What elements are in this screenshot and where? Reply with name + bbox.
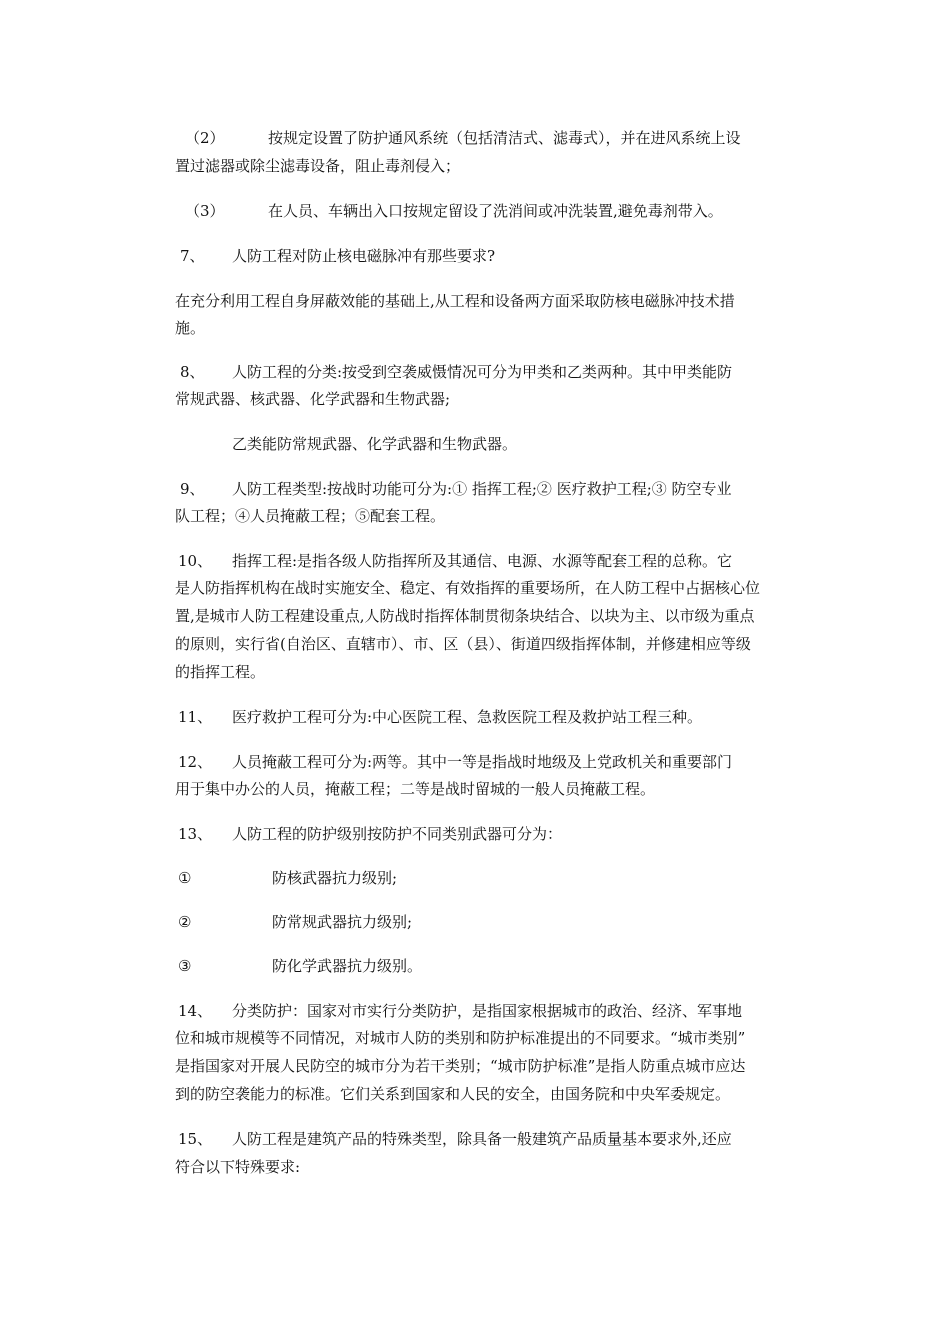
item-number: ③ bbox=[178, 957, 192, 975]
item-number: 9、 bbox=[180, 480, 205, 498]
paragraph-line: 人员掩蔽工程可分为:两等。其中一等是指战时地级及上党政机关和重要部门 bbox=[232, 753, 733, 771]
paragraph-line: 的原则，实行省(自治区、直辖市）、市、区（县）、街道四级指挥体制，并修建相应等级 bbox=[175, 635, 751, 653]
item-number: 15、 bbox=[178, 1130, 213, 1148]
item-number: 11、 bbox=[178, 708, 213, 726]
paragraph-line: 人防工程的防护级别按防护不同类别武器可分为： bbox=[232, 825, 563, 843]
item-number: 14、 bbox=[178, 1002, 213, 1020]
list-item: 防化学武器抗力级别。 bbox=[272, 957, 423, 975]
paragraph-line: 按规定设置了防护通风系统（包括清洁式、滤毒式），并在进风系统上设 bbox=[268, 129, 741, 147]
item-number: （2） bbox=[185, 129, 225, 147]
paragraph-line: 人防工程类型:按战时功能可分为:① 指挥工程;② 医疗救护工程;③ 防空专业 bbox=[232, 480, 732, 498]
paragraph-line: 人防工程的分类:按受到空袭威慑情况可分为甲类和乙类两种。其中甲类能防 bbox=[232, 363, 733, 381]
item-number: 8、 bbox=[180, 363, 205, 381]
paragraph-line: 队工程；④人员掩蔽工程；⑤配套工程。 bbox=[175, 507, 446, 525]
list-item: 防核武器抗力级别; bbox=[272, 869, 398, 887]
list-item: 防常规武器抗力级别; bbox=[272, 913, 413, 931]
paragraph-line: 常规武器、核武器、化学武器和生物武器; bbox=[175, 390, 451, 408]
paragraph-line: 乙类能防常规武器、化学武器和生物武器。 bbox=[232, 435, 518, 453]
paragraph-line: 在充分利用工程自身屏蔽效能的基础上,从工程和设备两方面采取防核电磁脉冲技术措 bbox=[175, 292, 735, 310]
item-number: ① bbox=[178, 869, 192, 887]
paragraph-line: 施。 bbox=[175, 319, 206, 337]
paragraph-line: 符合以下特殊要求: bbox=[175, 1158, 301, 1176]
paragraph-line: 指挥工程:是指各级人防指挥所及其通信、电源、水源等配套工程的总称。它 bbox=[232, 552, 733, 570]
paragraph-line: 到的防空袭能力的标准。它们关系到国家和人民的安全，由国务院和中央军委规定。 bbox=[175, 1085, 731, 1103]
paragraph-line: 位和城市规模等不同情况，对城市人防的类别和防护标准提出的不同要求。“城市类别” bbox=[175, 1029, 746, 1047]
paragraph-line: 人防工程是建筑产品的特殊类型，除具备一般建筑产品质量基本要求外,还应 bbox=[232, 1130, 732, 1148]
paragraph-line: 用于集中办公的人员，掩蔽工程；二等是战时留城的一般人员掩蔽工程。 bbox=[175, 780, 656, 798]
paragraph-line: 置过滤器或除尘滤毒设备，阻止毒剂侵入； bbox=[175, 157, 461, 175]
paragraph-line: 置,是城市人防工程建设重点,人防战时指挥体制贯彻条块结合、以块为主、以市级为重点 bbox=[175, 607, 755, 625]
paragraph-line: 医疗救护工程可分为:中心医院工程、急救医院工程及救护站工程三种。 bbox=[232, 708, 703, 726]
item-number: ② bbox=[178, 913, 192, 931]
heading-question: 人防工程对防止核电磁脉冲有那些要求? bbox=[232, 247, 496, 265]
item-number: 7、 bbox=[180, 247, 205, 265]
paragraph-line: 的指挥工程。 bbox=[175, 663, 266, 681]
item-number: 10、 bbox=[178, 552, 213, 570]
item-number: 12、 bbox=[178, 753, 213, 771]
paragraph-line: 是人防指挥机构在战时实施安全、稳定、有效指挥的重要场所，在人防工程中占据核心位 bbox=[175, 579, 761, 597]
item-number: （3） bbox=[185, 202, 225, 220]
paragraph-line: 在人员、车辆出入口按规定留设了洗消间或冲洗装置,避免毒剂带入。 bbox=[268, 202, 723, 220]
paragraph-line: 是指国家对开展人民防空的城市分为若干类别；“城市防护标准”是指人防重点城市应达 bbox=[175, 1057, 746, 1075]
paragraph-line: 分类防护：国家对市实行分类防护，是指国家根据城市的政治、经济、军事地 bbox=[232, 1002, 743, 1020]
item-number: 13、 bbox=[178, 825, 213, 843]
